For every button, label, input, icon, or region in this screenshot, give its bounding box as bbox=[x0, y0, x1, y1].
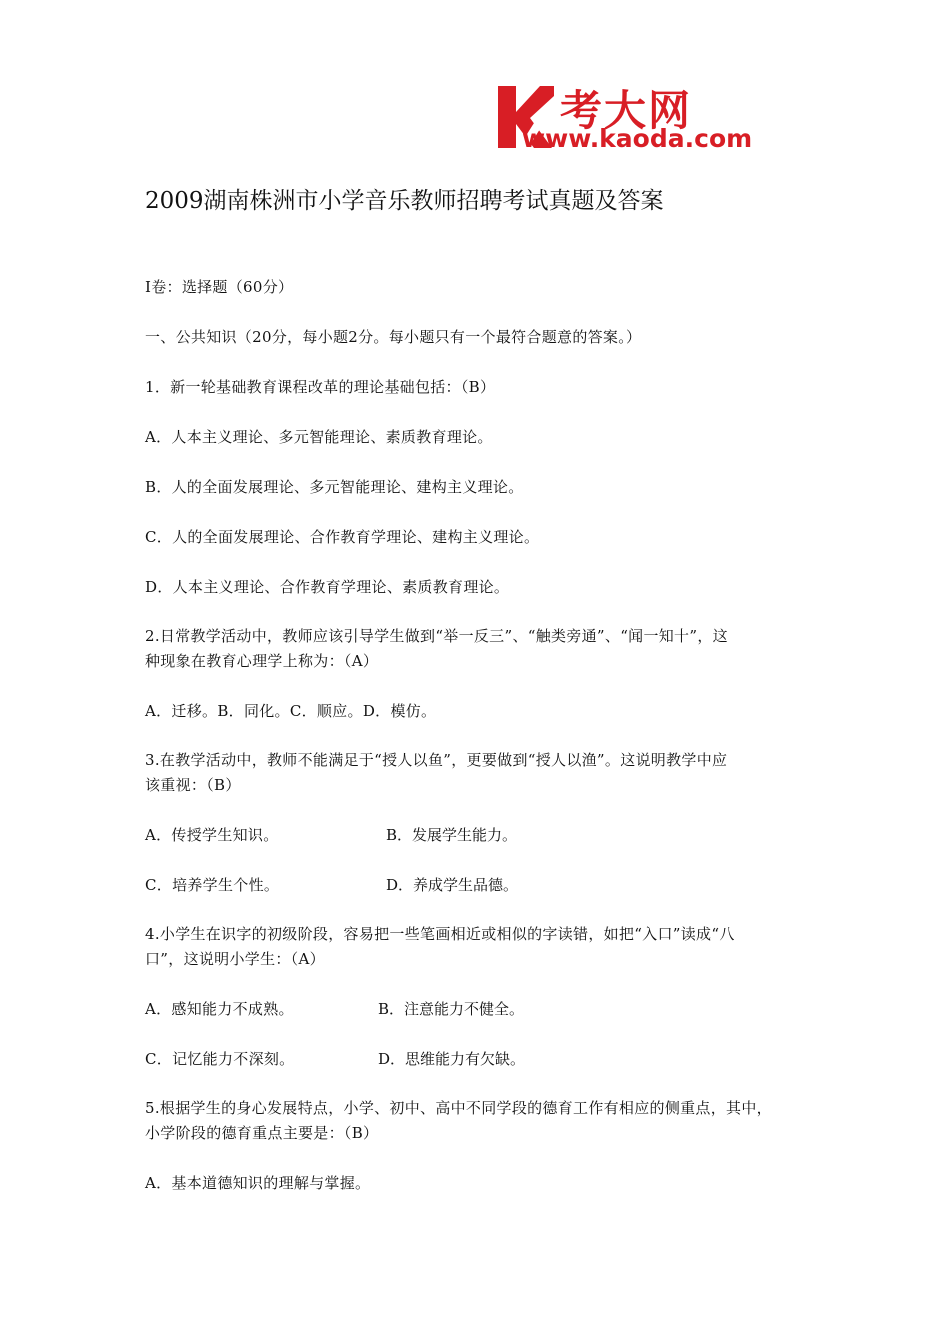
q1-option-c: C．人的全面发展理论、合作教育学理论、建构主义理论。 bbox=[145, 528, 540, 546]
document-title: 2009湖南株洲市小学音乐教师招聘考试真题及答案 bbox=[145, 188, 664, 214]
q4-option-b: B．注意能力不健全。 bbox=[378, 1000, 525, 1018]
q4-option-d: D．思维能力有欠缺。 bbox=[378, 1050, 526, 1068]
q5-stem-line2: 小学阶段的德育重点主要是：（B） bbox=[145, 1124, 379, 1142]
q3-option-d: D．养成学生品德。 bbox=[386, 876, 519, 894]
logo-url: www.kaoda.com bbox=[522, 124, 753, 153]
q5-stem-line1: 5.根据学生的身心发展特点，小学、初中、高中不同学段的德育工作有相应的侧重点，其中， bbox=[145, 1099, 772, 1117]
q3-option-c: C．培养学生个性。 bbox=[145, 876, 280, 894]
q2-stem-line1: 2.日常教学活动中，教师应该引导学生做到“举一反三”、“触类旁通”、“闻一知十”，这 bbox=[145, 627, 728, 645]
q4-option-c: C．记忆能力不深刻。 bbox=[145, 1050, 295, 1068]
q2-options: A．迁移。B．同化。C．顺应。D．模仿。 bbox=[145, 702, 437, 720]
q4-stem-line1: 4.小学生在识字的初级阶段，容易把一些笔画相近或相似的字读错，如把“入口”读成“八 bbox=[145, 925, 735, 943]
q3-option-a: A．传授学生知识。 bbox=[145, 826, 279, 844]
q1-stem: 1．新一轮基础教育课程改革的理论基础包括：（B） bbox=[145, 378, 496, 396]
q1-option-b: B．人的全面发展理论、多元智能理论、建构主义理论。 bbox=[145, 478, 524, 496]
q1-option-a: A．人本主义理论、多元智能理论、素质教育理论。 bbox=[145, 428, 493, 446]
logo-brand-cn: 考大网 bbox=[560, 86, 693, 135]
q3-stem-line1: 3.在教学活动中，教师不能满足于“授人以鱼”，更要做到“授人以渔”。这说明教学中应 bbox=[145, 751, 728, 769]
q2-stem-line2: 种现象在教育心理学上称为：（A） bbox=[145, 652, 379, 670]
q3-stem-line2: 该重视：（B） bbox=[145, 776, 241, 794]
q4-option-a: A．感知能力不成熟。 bbox=[145, 1000, 294, 1018]
q4-stem-line2: 口”，这说明小学生：（A） bbox=[145, 950, 325, 968]
part-heading: 一、公共知识（20分，每小题2分。每小题只有一个最符合题意的答案。） bbox=[145, 328, 642, 346]
q3-option-b: B．发展学生能力。 bbox=[386, 826, 518, 844]
section-heading: Ⅰ卷：选择题（60分） bbox=[145, 278, 294, 296]
q1-option-d: D．人本主义理论、合作教育学理论、素质教育理论。 bbox=[145, 578, 510, 596]
q5-option-a: A．基本道德知识的理解与掌握。 bbox=[145, 1174, 371, 1192]
kaoda-logo bbox=[494, 82, 810, 160]
